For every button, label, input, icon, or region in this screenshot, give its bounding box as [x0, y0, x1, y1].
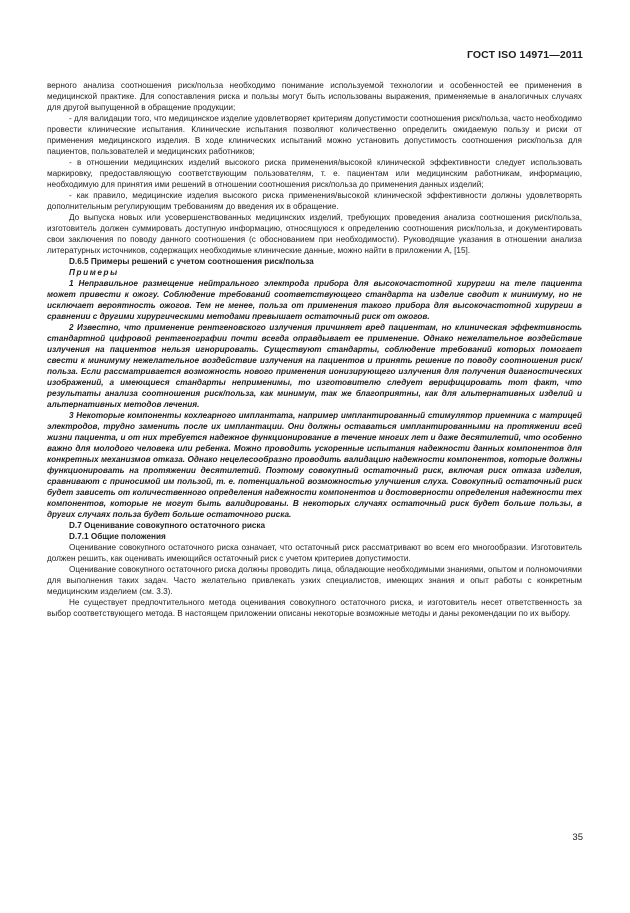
paragraph-experts: Оценивание совокупного остаточного риска должны проводить лица, обладающие необходимыми знаниями, опытом и полномочиями для выполнения таких задач. Часто желательно привлекать узких специалистов, имеющих знания и опыт работы с конкретным медицинским изделием (см. 3.3).: [47, 565, 583, 596]
paragraph-pre-market: До выпуска новых или усовершенствованных медицинских изделий, требующих проведения анализа соотношения риск/польза, изготовитель должен суммировать доступную информацию, относящуюся к определению соотношения риск/польза, и документировать свои заключения по поводу данного соотношения (с обоснованием при необходимости). Руководящие указания в отношении анализа литературных источников, содержащих необходимые клинические данные, можно найти в приложении А, [15].: [47, 213, 582, 255]
body-text: [47, 80, 582, 619]
example-1: 1 Неправильное размещение нейтрального электрода прибора для высокочастотной хирургии на теле пациента может привести к ожогу. Соблюдение требований соответствующего стандарта на изделие сводит к минимуму, но не исключает вероятность ожогов. Тем не менее, польза от применения такого прибора для высокочастотной хирургии в сравнении с другими хирургическими методами превышает остаточный риск от ожогов.: [47, 279, 582, 321]
example-2: 2 Известно, что применение рентгеновского излучения причиняет вред пациентам, но клиническая эффективность стандартной цифровой рентгенографии почти всегда оправдывает ее применение. Однако нежелательное воздействие излучения на пациентов нельзя игнорировать. Существуют стандарты, соблюдение требований которых помогает свести к минимуму нежелательное воздействие излучения на пациентов и принять решение по поводу соотношения риск/польза. Если рассматривается возможность нового применения ионизирующего излучения для получения диагностических изображений, а имеющиеся стандарты неприменимы, то изготовителю следует верифицировать тот факт, что результаты анализа соотношения риск/польза, как минимум, так же благоприятны, как для альтернативных изделий и альтернативных методов лечения.: [47, 323, 582, 409]
example-3: 3 Некоторые компоненты кохлеарного имплантата, например имплантированный стимулятор приемника с матрицей электродов, трудно заменить после их имплантации. Они должны оставаться имплантированными на протяжении всей жизни пациента, и от них требуется надежное функционирование в течение многих лет и даже десятилетий, что особенно важно для молодого человека или ребенка. Можно проводить ускоренные испытания надежности данных компонентов для конкретных механизмов отказа. Однако нецелесообразно проводить валидацию надежности компонентов, которые должны функционировать на протяжении десятилетий. Поэтому совокупный остаточный риск, включая риск отказа изделия, сравнивают с приносимой им пользой, т. е. потенциальной возможностью улучшения слуха. Совокупный остаточный риск будет зависеть от количественного определения надежности компонентов и достоверности определения надежности тех компонентов, которые не могут быть валидированы. В некоторых случаях остаточный риск будет больше пользы, в других случаях польза будет больше остаточного риска.: [47, 411, 582, 519]
page-number: 35: [572, 832, 583, 843]
standard-header: ГОСТ ISO 14971—2011: [466, 49, 583, 61]
section-heading-d7: D.7 Оценивание совокупного остаточного риска: [69, 521, 266, 530]
section-heading-d65: D.6.5 Примеры решений с учетом соотношения риск/польза: [69, 257, 314, 266]
paragraph-method: Не существует предпочтительного метода оценивания совокупного остаточного риска, и изготовитель несет ответственность за выбор соответствующего метода. В настоящем приложении описаны некоторые возможные методы и даны рекомендации по их выбору.: [47, 598, 582, 618]
paragraph-continuation: верного анализа соотношения риск/польза необходимо понимание используемой технологии и особенностей ее применения в медицинской практике. Для сопоставления риска и пользы могут быть использованы выражения, применяемые в аналогичных случаях для другой выпущенной в обращение продукции;: [47, 81, 582, 112]
list-item-labeling: - в отношении медицинских изделий высокого риска применения/высокой клинической эффективности следует использовать маркировку, предоставляющую соответствующим пользователям, т. е. пациентам или медицинским работникам, информацию, необходимую для принятия ими решений в отношении соотношения риск/польза до применения данных изделий;: [47, 158, 582, 189]
list-item-clinical-trials: - для валидации того, что медицинское изделие удовлетворяет критериям допустимости соотношения риск/польза, часто необходимо провести клинические испытания. Клинические испытания позволяют количественно определить ожидаемую пользу и риски от применения медицинского изделия. В ходе клинических испытаний можно установить допустимость соотношения риск/польза для пациентов, пользователей и медицинских работников;: [47, 114, 582, 156]
section-heading-d71: D.7.1 Общие положения: [69, 532, 166, 541]
list-item-regulatory: - как правило, медицинские изделия высокого риска применения/высокой клинической эффективности должны удовлетворять дополнительным регулирующим требованиям до введения их в обращение.: [47, 191, 582, 211]
examples-heading: Примеры: [69, 268, 119, 277]
paragraph-evaluation: Оценивание совокупного остаточного риска означает, что остаточный риск рассматривают во всем его многообразии. Изготовитель должен решить, как оценивать имеющийся остаточный риск с учетом критериев допустимости.: [47, 543, 582, 563]
